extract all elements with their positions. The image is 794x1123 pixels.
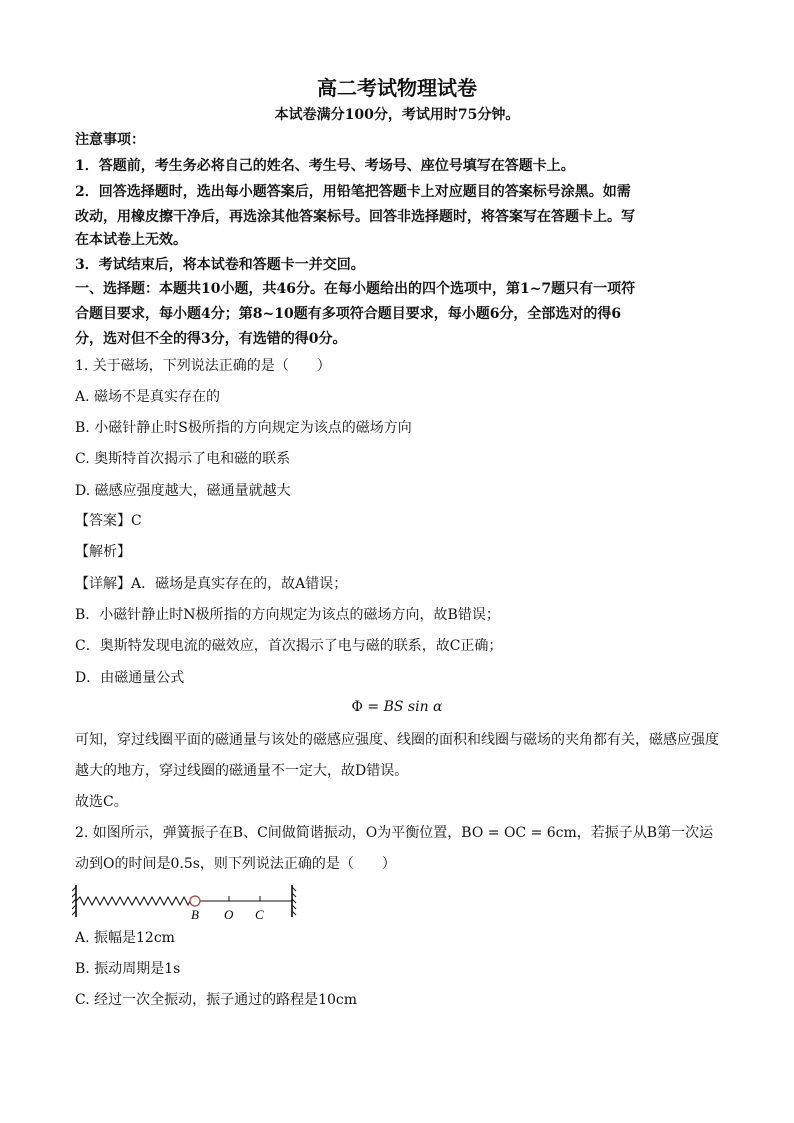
question-1-option-d: D. 磁感应强度越大，磁通量就越大	[75, 483, 291, 499]
question-1-option-b: B. 小磁针静止时S极所指的方向规定为该点的磁场方向	[75, 420, 412, 436]
notice-item: 1．答题前，考生务必将自己的姓名、考生号、考场号、座位号填写在答题卡上。	[75, 158, 575, 174]
magnetic-flux-formula	[0, 699, 794, 715]
section-instructions: 一、选择题：本题共10小题，共46分。在每小题给出的四个选项中，第1~7题只有一项符	[75, 281, 636, 297]
notice-item: 改动，用橡皮擦干净后，再选涂其他答案标号。回答非选择题时，将答案写在答题卡上。写	[75, 209, 635, 225]
analysis-conclusion: 越大的地方，穿过线圈的磁通量不一定大，故D错误。	[75, 763, 409, 779]
question-1-option-c: C. 奥斯特首次揭示了电和磁的联系	[75, 451, 291, 467]
left-wall	[72, 885, 76, 917]
label-o: O	[224, 907, 234, 922]
question-2-option-a: A. 振幅是12cm	[75, 930, 175, 946]
analysis-conclusion: 可知，穿过线圈平面的磁通量与该处的磁感应强度、线圈的面积和线圈与磁场的夹角都有关，磁感应强度	[75, 732, 719, 748]
label-c: C	[255, 907, 264, 922]
final-choice: 故选C。	[75, 794, 128, 810]
oscillator-ball	[190, 896, 200, 906]
section-instructions: 分，选对但不全的得3分，有选错的得0分。	[75, 331, 347, 347]
analysis-detail: C．奥斯特发现电流的磁效应，首次揭示了电与磁的联系，故C正确；	[75, 638, 503, 654]
answer-label: 【答案】C	[75, 513, 142, 529]
spring	[76, 897, 190, 905]
formula-expression: = BS sin α	[367, 699, 443, 715]
question-1-stem: 1. 关于磁场，下列说法正确的是（ ）	[75, 358, 331, 374]
notice-item: 在本试卷上无效。	[75, 232, 187, 248]
spring-oscillator-figure	[72, 883, 308, 925]
analysis-label: 【解析】	[75, 544, 131, 560]
notice-item: 3．考试结束后，将本试卷和答题卡一并交回。	[75, 257, 365, 273]
label-b: B	[191, 907, 199, 922]
right-wall	[292, 885, 296, 917]
analysis-detail: B．小磁针静止时N极所指的方向规定为该点的磁场方向，故B错误；	[75, 607, 500, 623]
analysis-detail: 【详解】A．磁场是真实存在的，故A错误；	[75, 576, 348, 592]
exam-subtitle: 本试卷满分100分，考试用时75分钟。	[274, 107, 520, 123]
question-2-option-c: C. 经过一次全振动，振子通过的路程是10cm	[75, 992, 358, 1008]
question-2-option-b: B. 振动周期是1s	[75, 961, 181, 977]
section-instructions: 合题目要求，每小题4分；第8~10题有多项符合题目要求，每小题6分，全部选对的得6	[75, 306, 622, 322]
question-2-stem: 动到O的时间是0.5s，则下列说法正确的是（ ）	[75, 856, 396, 872]
question-2-stem: 2. 如图所示，弹簧振子在B、C间做简谐振动，O为平衡位置，BO = OC = 6cm，若振子从B第一次运	[75, 825, 714, 841]
formula-phi: Φ	[351, 699, 363, 715]
notice-item: 2．回答选择题时，选出每小题答案后，用铅笔把答题卡上对应题目的答案标号涂黑。如需	[75, 184, 631, 200]
notice-heading: 注意事项：	[75, 132, 145, 148]
question-1-option-a: A. 磁场不是真实存在的	[75, 389, 221, 405]
page-title: 高二考试物理试卷	[317, 76, 477, 100]
analysis-detail: D．由磁通量公式	[75, 670, 185, 686]
